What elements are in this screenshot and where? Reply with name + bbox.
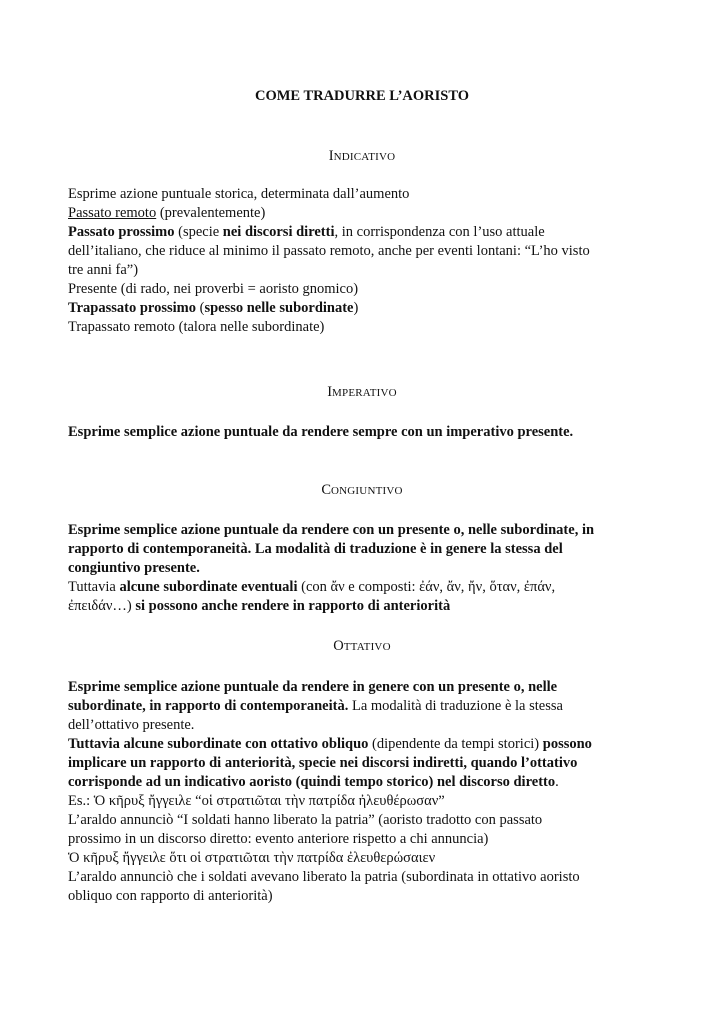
bold-text: implicare un rapporto di anteriorità, specie nei discorsi indiretti, quando l’ottativo [68,755,578,771]
section-imperativo [68,423,648,442]
text-line [68,578,648,597]
heading-indicativo [0,148,724,165]
text-line [68,597,648,616]
bold-term: subordinate, in rapporto di contemporaneità. [68,698,349,714]
text-line [68,521,648,540]
text-span: ( [195,300,205,316]
underlined-term: Passato remoto [68,205,157,221]
text-line: Es.: Ὁ κῆρυξ ἤγγειλε “οἱ στρατιῶται τὴν πατρίδα ἠλευθέρωσαν” [68,793,445,809]
heading-initial: O [333,638,344,654]
text-line: tre anni fa”) [68,262,139,278]
text-line: Ὁ κῆρυξ ἤγγειλε ὅτι οἱ στρατιῶται τὴν πατρίδα ἐλευθερώσαιεν [68,850,436,866]
bold-term: spesso nelle subordinate [204,300,354,316]
text-line: L’araldo annunciò che i soldati avevano liberato la patria (subordinata in ottativo aoristo [68,869,580,885]
text-line: dell’ottativo presente. [68,717,195,733]
bold-term: possono [542,736,592,752]
text-line [68,773,648,792]
bold-term: Passato prossimo [68,224,175,240]
heading-congiuntivo [0,482,724,499]
text-line: L’araldo annunciò “I soldati hanno liberato la patria” (aoristo tradotto con passato [68,812,543,828]
text-line [68,559,648,578]
bold-term: nei discorsi diretti [222,224,335,240]
text-line: obliquo con rapporto di anteriorità) [68,888,273,904]
bold-term: si possono anche rendere in rapporto di anteriorità [135,598,451,614]
bold-text: rapporto di contemporaneità. La modalità di traduzione è in genere la stessa del [68,541,563,557]
text-span: (dipendente da tempi storici) [368,736,543,752]
text-line [68,540,648,559]
text-span: , in corrispondenza con l’uso attuale [334,224,545,240]
text-span: ) [353,300,359,316]
text-line [68,299,648,318]
text-line [68,678,648,697]
bold-term: Tuttavia alcune subordinate con ottativo obliquo [68,736,369,752]
section-indicativo [68,185,648,337]
text-span: La modalità di traduzione è la stessa [348,698,563,714]
text-span: . [555,774,559,790]
bold-text: congiuntivo presente. [68,560,200,576]
text-line [68,697,648,716]
bold-text: Esprime semplice azione puntuale da rendere con un presente o, nelle subordinate, in [68,522,595,538]
heading-rest: ONGIUNTIVO [331,485,403,497]
heading-rest: NDICATIVO [333,151,396,163]
text-line [68,754,648,773]
text-line [68,423,648,442]
bold-term: corrisponde ad un indicativo aoristo (quindi tempo storico) nel discorso diretto [68,774,556,790]
text-line [68,223,648,242]
text-line: Esprime azione puntuale storica, determinata dall’aumento [68,186,410,202]
text-span: ἐπειδάν…) [68,598,136,614]
text-line: dell’italiano, che riduce al minimo il passato remoto, anche per eventi lontani: “L’ho visto [68,243,590,259]
text-span: (specie [174,224,223,240]
heading-ottativo [0,638,724,655]
heading-imperativo [0,384,724,401]
text-line [68,735,648,754]
text-line [68,204,648,223]
text-line: prossimo in un discorso diretto: evento anteriore rispetto a chi annuncia) [68,831,489,847]
text-span: (con ἄν e composti: ἐάν, ἄν, ἤν, ὅταν, ἐπάν, [297,579,556,595]
bold-term: Trapassato prossimo [68,300,196,316]
page-title: COME TRADURRE L’AORISTO [254,88,470,104]
section-ottativo [68,678,648,906]
text-span: Tuttavia [68,579,120,595]
text-line: Presente (di rado, nei proverbi = aoristo gnomico) [68,281,359,297]
heading-rest: MPERATIVO [332,387,397,399]
text-span: (prevalentemente) [156,205,266,221]
text-line: Trapassato remoto (talora nelle subordinate) [68,319,325,335]
bold-text: Esprime semplice azione puntuale da rendere sempre con un imperativo presente. [68,424,574,440]
bold-text: Esprime semplice azione puntuale da rendere in genere con un presente o, nelle [68,679,558,695]
heading-initial: I [328,148,334,164]
heading-initial: C [321,482,331,498]
bold-term: alcune subordinate eventuali [119,579,298,595]
heading-rest: TTATIVO [343,641,391,653]
heading-initial: I [327,384,333,400]
section-congiuntivo [68,521,648,616]
